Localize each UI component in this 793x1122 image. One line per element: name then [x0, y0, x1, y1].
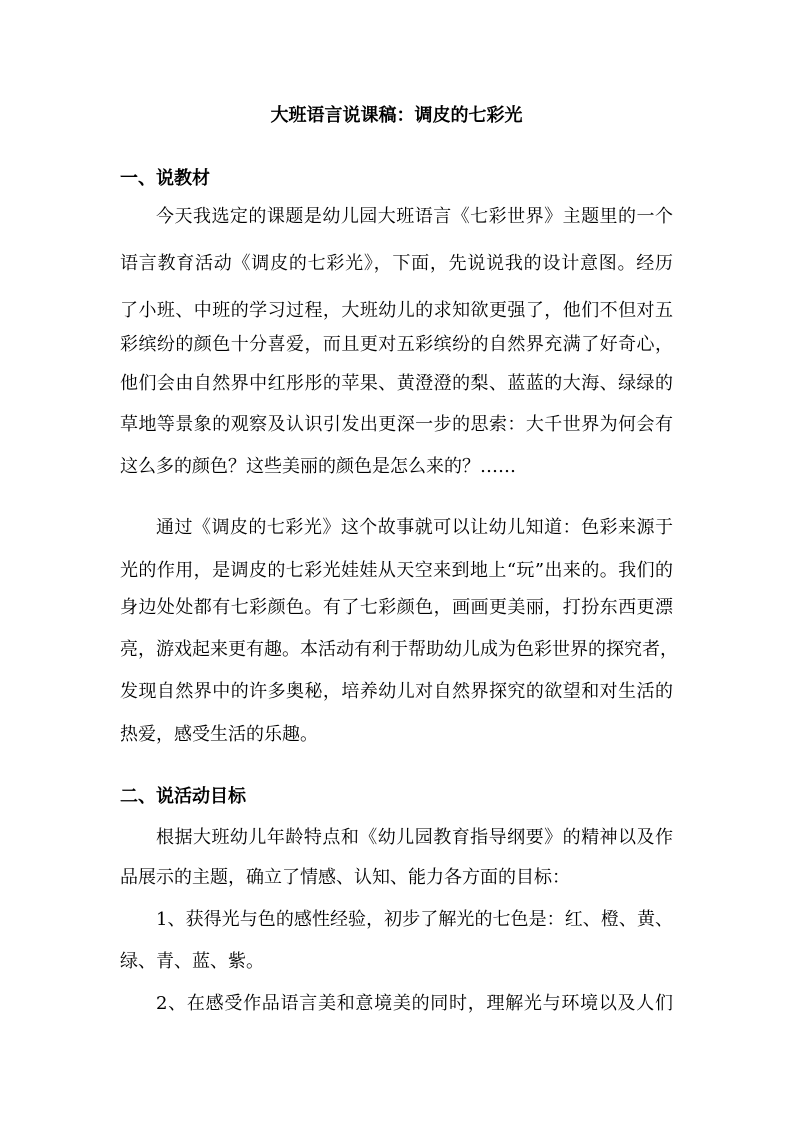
- paragraph-line: 发现自然界中的许多奥秘，培养幼儿对自然界探究的欲望和对生活的: [120, 681, 673, 702]
- section-heading-activity-goals: 二、说活动目标: [120, 786, 246, 807]
- goal-item-line: 1、获得光与色的感性经验，初步了解光的七色是：红、橙、黄、: [156, 909, 673, 930]
- paragraph-line: 这么多的颜色？这些美丽的颜色是怎么来的？……: [120, 456, 516, 477]
- paragraph-line: 草地等景象的观察及认识引发出更深一步的思索：大千世界为何会有: [120, 414, 673, 435]
- section-heading-teaching-material: 一、说教材: [120, 168, 210, 189]
- paragraph-line: 热爱，感受生活的乐趣。: [120, 724, 318, 745]
- goal-item-line: 绿、青、蓝、紫。: [120, 951, 264, 972]
- paragraph-line: 语言教育活动《调皮的七彩光》，下面，先说说我的设计意图。经历: [120, 253, 673, 274]
- paragraph-line: 通过《调皮的七彩光》这个故事就可以让幼儿知道：色彩来源于: [156, 517, 673, 538]
- paragraph-line: 品展示的主题，确立了情感、认知、能力各方面的目标：: [120, 867, 570, 888]
- document-title: 大班语言说课稿：调皮的七彩光: [270, 105, 523, 126]
- paragraph-line: 彩缤纷的颜色十分喜爱，而且更对五彩缤纷的自然界充满了好奇心，: [120, 334, 673, 355]
- paragraph-line: 根据大班幼儿年龄特点和《幼儿园教育指导纲要》的精神以及作: [156, 827, 673, 848]
- paragraph-line: 他们会由自然界中红彤彤的苹果、黄澄澄的梨、蓝蓝的大海、绿绿的: [120, 373, 673, 394]
- paragraph-line: 亮，游戏起来更有趣。本活动有利于帮助幼儿成为色彩世界的探究者，: [120, 639, 678, 660]
- paragraph-line: 了小班、中班的学习过程，大班幼儿的求知欲更强了，他们不但对五: [120, 300, 673, 321]
- goal-item-line: 2、在感受作品语言美和意境美的同时，理解光与环境以及人们: [156, 993, 673, 1014]
- paragraph-line: 身边处处都有七彩颜色。有了七彩颜色，画画更美丽，打扮东西更漂: [120, 597, 673, 618]
- paragraph-line: 今天我选定的课题是幼儿园大班语言《七彩世界》主题里的一个: [156, 206, 673, 227]
- paragraph-line: 光的作用，是调皮的七彩光娃娃从天空来到地上“玩”出来的。我们的: [120, 560, 673, 581]
